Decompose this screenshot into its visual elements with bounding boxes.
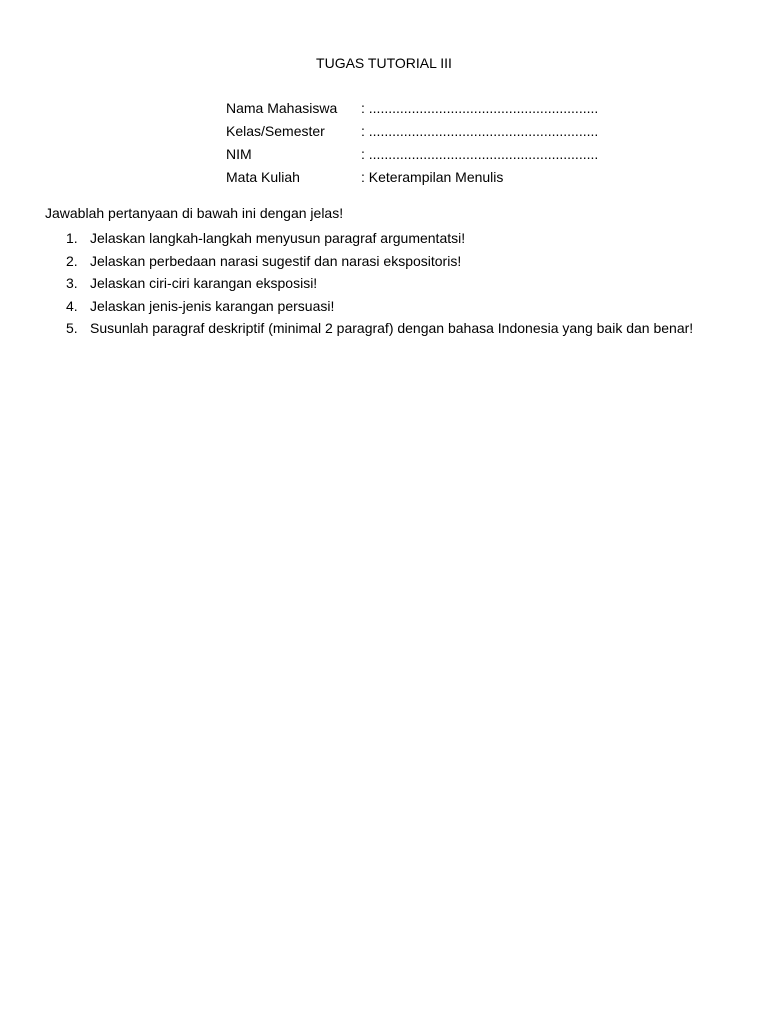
info-separator: :: [361, 100, 365, 116]
question-text: Jelaskan jenis-jenis karangan persuasi!: [90, 297, 335, 314]
info-separator: :: [361, 169, 365, 185]
question-item: [0, 317, 768, 340]
info-label: Mata Kuliah: [226, 169, 300, 185]
question-number: 5.: [66, 320, 78, 336]
info-row-mata-kuliah: [226, 168, 598, 191]
question-item: [0, 227, 768, 250]
info-label: NIM: [226, 146, 252, 162]
info-row-kelas: [226, 122, 598, 145]
instruction-text: Jawablah pertanyaan di bawah ini dengan jelas!: [45, 205, 344, 221]
question-text: Jelaskan langkah-langkah menyusun paragraf argumentatsi!: [90, 230, 466, 246]
question-number: 2.: [66, 252, 78, 269]
info-value: ...........................................................: [368, 100, 599, 116]
question-item: [0, 272, 768, 295]
info-separator: :: [361, 123, 365, 139]
question-item: [0, 250, 768, 273]
question-number: 1.: [66, 230, 78, 246]
question-item: [0, 295, 768, 318]
question-number: 4.: [66, 297, 78, 314]
question-number: 3.: [66, 275, 78, 291]
question-text: Susunlah paragraf deskriptif (minimal 2 paragraf) dengan bahasa Indonesia yang baik dan benar!: [90, 320, 694, 336]
info-value: ...........................................................: [368, 123, 599, 139]
question-text: Jelaskan ciri-ciri karangan eksposisi!: [90, 275, 318, 291]
info-value: Keterampilan Menulis: [368, 169, 504, 185]
student-info-table: [226, 99, 598, 191]
info-label: Kelas/Semester: [226, 123, 325, 139]
info-separator: :: [361, 146, 365, 162]
question-list: [0, 227, 768, 340]
question-text: Jelaskan perbedaan narasi sugestif dan narasi ekspositoris!: [90, 252, 462, 269]
info-row-nim: [226, 145, 598, 168]
document-title: TUGAS TUTORIAL III: [316, 55, 452, 71]
info-label: Nama Mahasiswa: [226, 100, 338, 116]
info-value: ...........................................................: [368, 146, 599, 162]
info-row-nama: [226, 99, 598, 122]
